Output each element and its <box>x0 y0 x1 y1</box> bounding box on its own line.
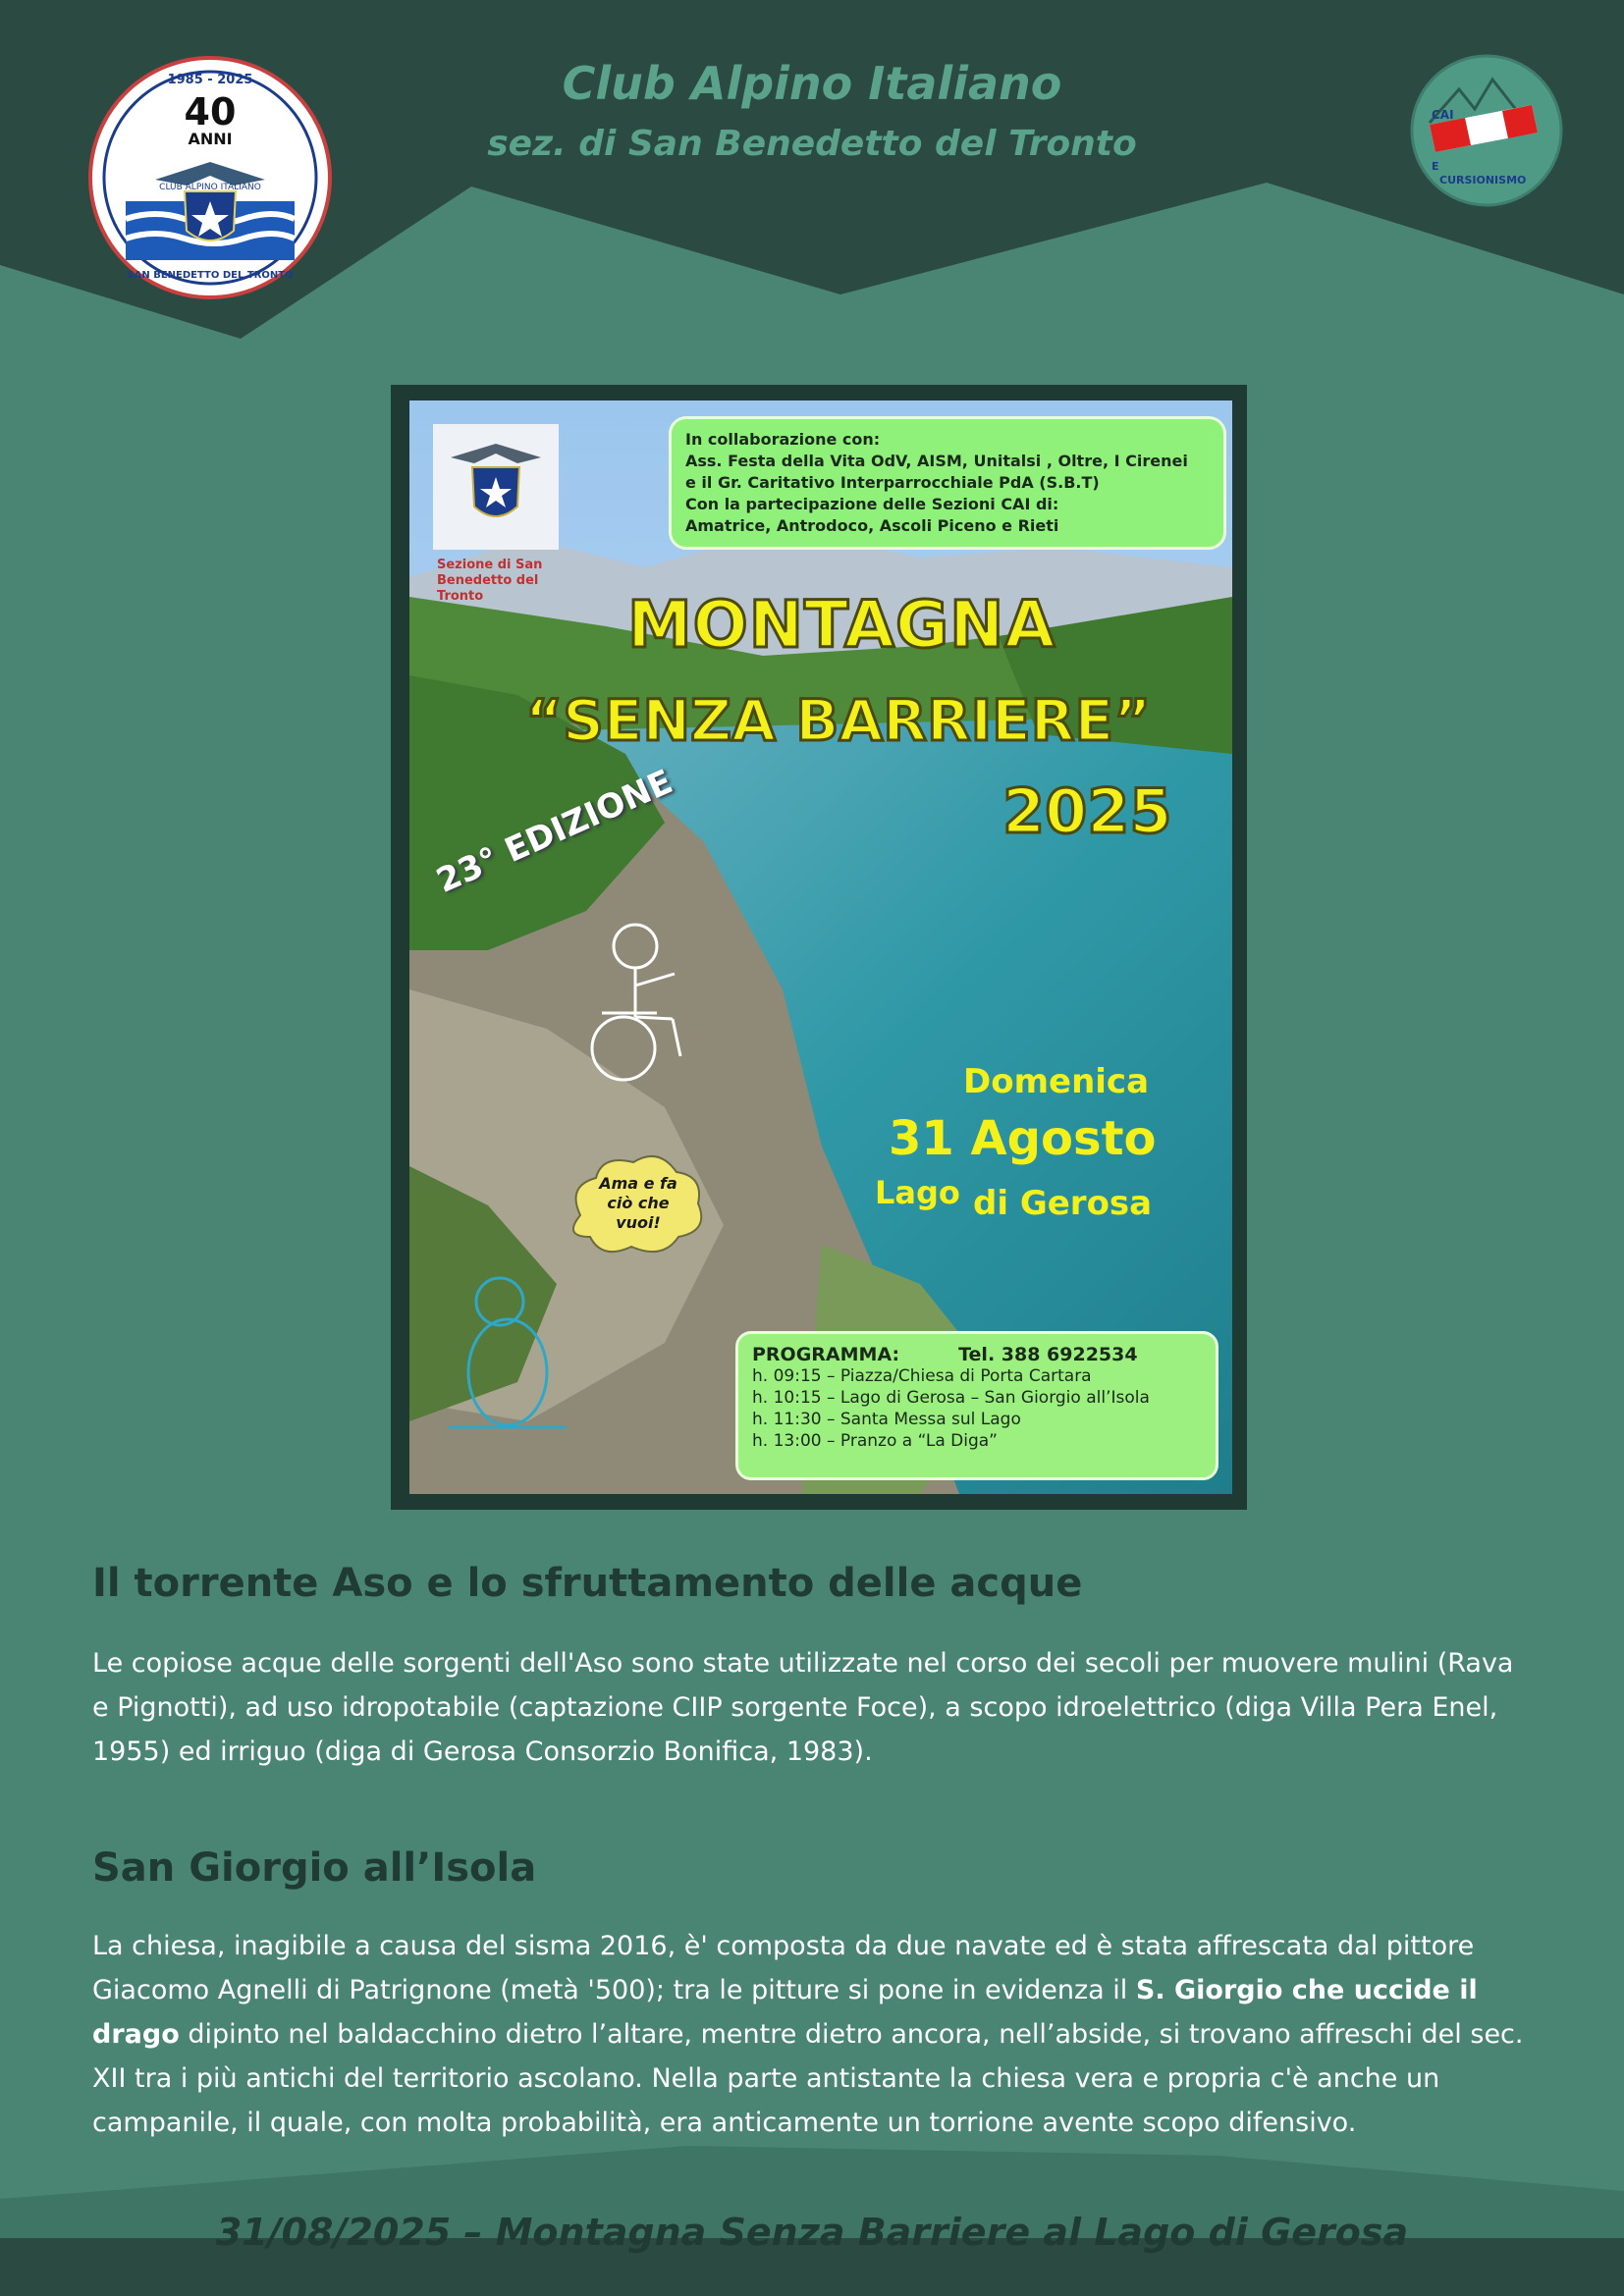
club-title: Club Alpino Italiano <box>562 57 1062 110</box>
section-text-san-giorgio <box>92 1924 1536 2145</box>
logo-years: 1985 - 2025 <box>167 73 253 87</box>
club-subtitle: sez. di San Benedetto del Tronto <box>487 124 1137 164</box>
event-poster <box>409 400 1232 1494</box>
poster-lago-b: di Gerosa <box>973 1184 1153 1223</box>
poster-lago-a: Lago <box>875 1174 960 1211</box>
section-text-aso: Le copiose acque delle sorgenti dell'Aso sono state utilizzate nel corso dei secoli per muovere mulini (Rava e Pignotti), ad uso idropotabile (captazione CIIP sorgente Foce), a scopo idroelettrico (diga Villa Pera Enel, 1955) ed irriguo (diga di Gerosa Consorzio Bonifica, 1983). <box>92 1648 1514 1767</box>
poster-domenica: Domenica <box>963 1062 1150 1101</box>
collab-line: In collaborazione con: <box>685 430 881 449</box>
poster-title-line2: “SENZA BARRIERE” <box>525 687 1152 754</box>
section-heading-aso: Il torrente Aso e lo sfruttamento delle acque <box>92 1561 1083 1606</box>
program-row: h. 10:15 – Lago di Gerosa – San Giorgio all’Isola <box>752 1388 1150 1408</box>
logo-number: 40 <box>184 90 237 133</box>
text-part: La chiesa, inagibile a causa del sisma 2016, è' composta da due navate ed è stata affrescata dal pittore Giacomo Agnelli di Patrignone (metà '500); tra le pitture si pone in evidenza il <box>92 1931 1475 2005</box>
logo-e-text: E <box>1432 160 1439 173</box>
logo-escursionismo-text: CURSIONISMO <box>1439 174 1527 187</box>
program-phone: Tel. 388 6922534 <box>958 1344 1138 1365</box>
poster-sezione-note: Sezione di San Benedetto del Tronto <box>437 558 543 604</box>
poster-date: 31 Agosto <box>889 1111 1157 1166</box>
program-row: h. 13:00 – Pranzo a “La Diga” <box>752 1431 998 1451</box>
footer-text: 31/08/2025 – Montagna Senza Barriere al Lago di Gerosa <box>215 2211 1409 2254</box>
program-label: PROGRAMMA: <box>752 1344 900 1365</box>
collab-line: e il Gr. Caritativo Interparrocchiale PdA (S.B.T) <box>685 473 1100 492</box>
program-row: h. 11:30 – Santa Messa sul Lago <box>752 1410 1021 1429</box>
collab-line: Amatrice, Antrodoco, Ascoli Piceno e Rieti <box>685 516 1059 535</box>
collab-line: Con la partecipazione delle Sezioni CAI di: <box>685 495 1059 513</box>
program-row: h. 09:15 – Piazza/Chiesa di Porta Cartara <box>752 1366 1092 1386</box>
poster-cai-logo-icon <box>433 424 559 550</box>
poster-program-box <box>735 1331 1218 1480</box>
cai-40-anni-logo-icon <box>86 54 334 301</box>
collab-line: Ass. Festa della Vita OdV, AISM, Unitalsi , Oltre, I Cirenei <box>685 452 1188 470</box>
poster-collab-box <box>669 416 1226 550</box>
logo-anni: ANNI <box>188 130 233 148</box>
text-bold-part: S. Giorgio che uccide il drago <box>92 1975 1478 2050</box>
section-heading-san-giorgio: San Giorgio all’Isola <box>92 1845 537 1891</box>
logo-ribbon: CLUB ALPINO ITALIANO <box>159 183 261 192</box>
logo-cai-text: CAI <box>1432 108 1454 122</box>
poster-edizione: 23° EDIZIONE <box>430 762 678 901</box>
logo-ring-text: SAN BENEDETTO DEL TRONTO <box>127 270 294 281</box>
poster-cloud-text: Ama e fa ciò che vuoi! <box>599 1174 677 1232</box>
poster-title-year: 2025 <box>1002 775 1172 847</box>
program-header <box>752 1344 1202 1365</box>
poster-title-line1: MONTAGNA <box>627 587 1056 663</box>
text-part: dipinto nel baldacchino dietro l’altare, mentre dietro ancora, nell’abside, si trovano affreschi del sec. XII tra i più antichi del territorio ascolano. Nella parte antistante la chiesa vera e propria c'è anche un campanile, il quale, con molta probabilità, era anticamente un torrione avente scopo difensivo. <box>92 2019 1524 2138</box>
cai-escursionismo-logo-icon <box>1410 54 1563 207</box>
